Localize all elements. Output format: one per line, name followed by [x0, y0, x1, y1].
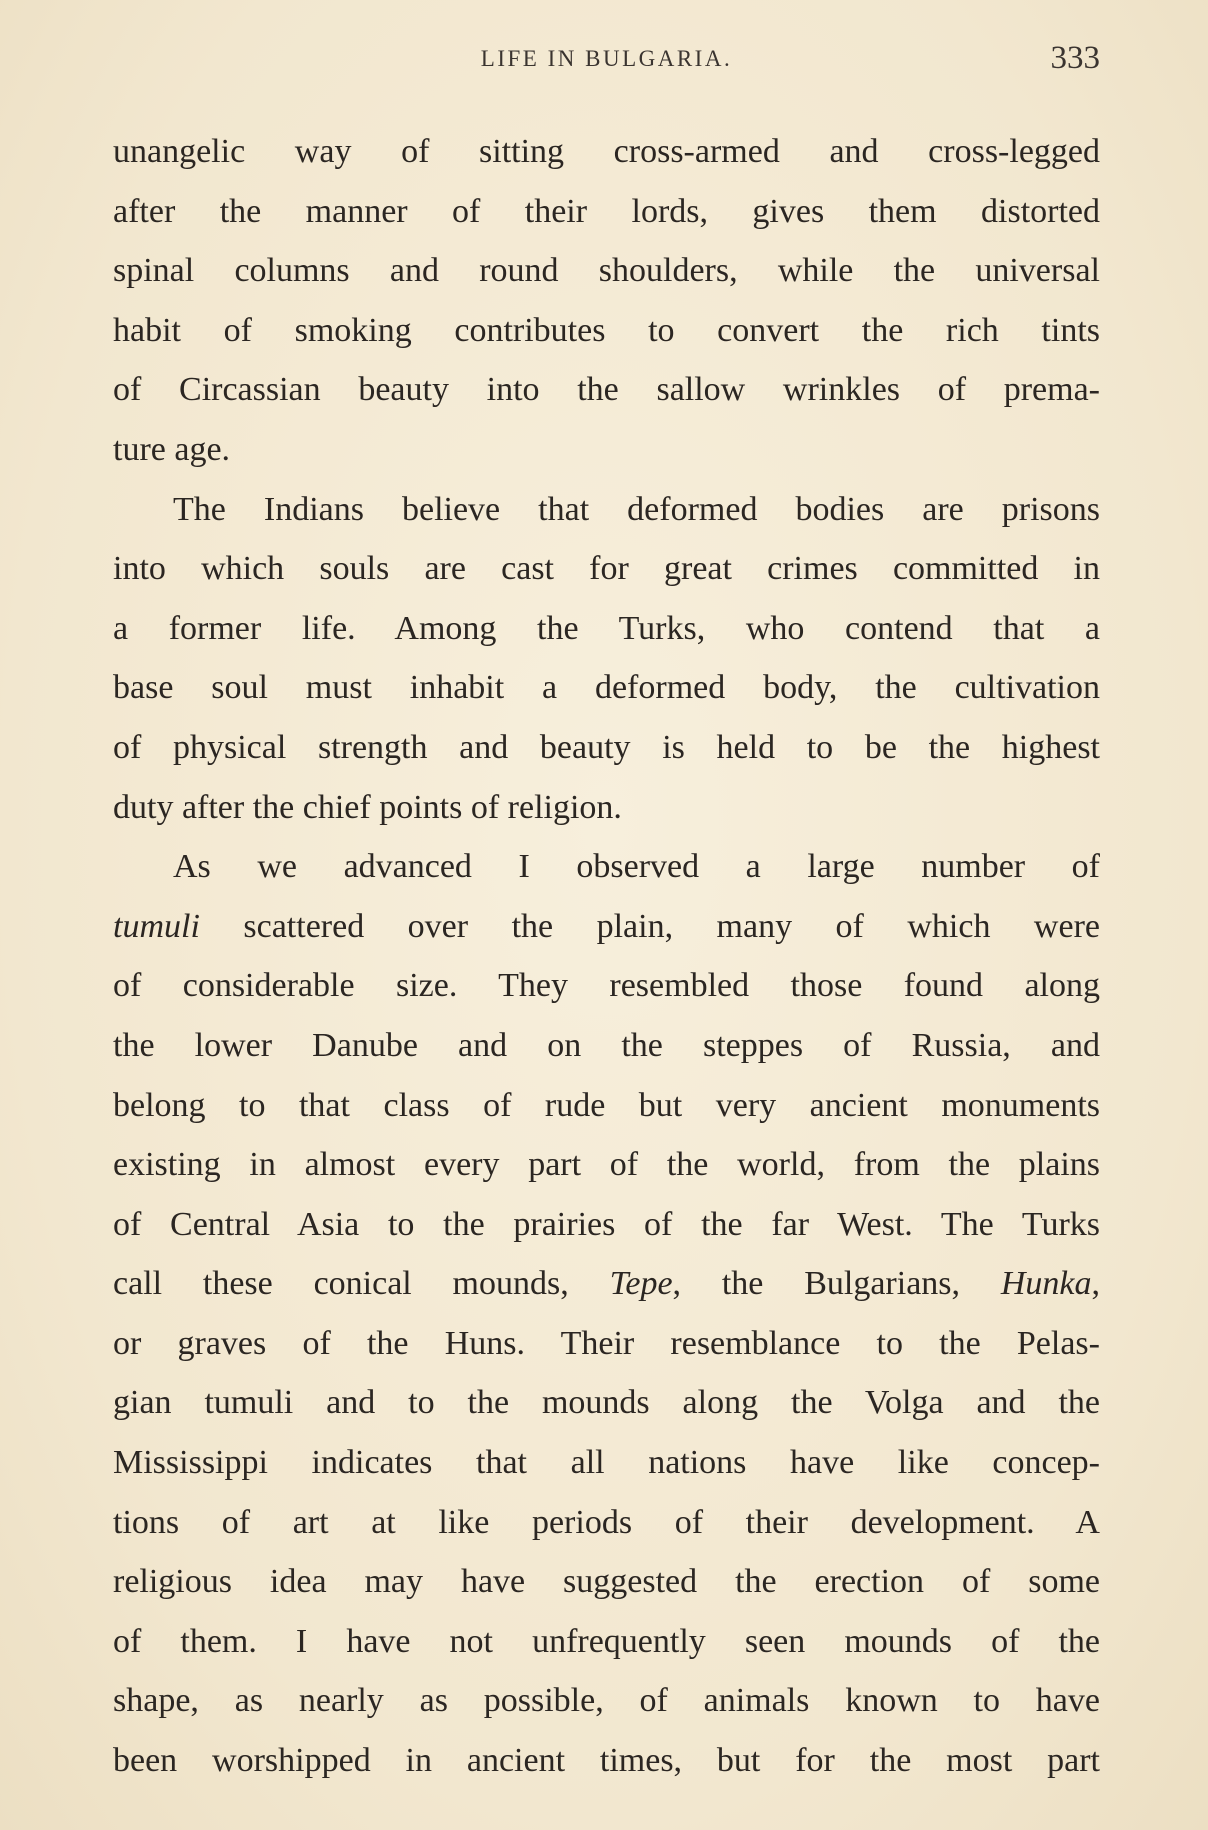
text-line: unangelic way of sitting cross-armed and cross-legged — [113, 133, 1100, 170]
text-line-italic-start — [113, 897, 1100, 957]
text-line: into which souls are cast for great crimes committed in — [113, 550, 1100, 588]
text-line: habit of smoking contributes to convert the rich tints — [113, 311, 1100, 349]
text-line: Mississippi indicates that all nations have like concep- — [113, 1444, 1100, 1482]
text-line: ture age. — [113, 430, 231, 468]
text-line-italic-words — [113, 1254, 1100, 1314]
running-head — [113, 40, 1100, 80]
text-line: of Circassian beauty into the sallow wrinkles of prema- — [113, 371, 1100, 409]
italic-word-hunka: Hunka — [1000, 1265, 1092, 1303]
body-text — [113, 122, 1100, 1791]
italic-word-tepe: Tepe — [609, 1265, 673, 1303]
text-line: As we advanced I observed a large number of — [173, 848, 1100, 886]
text-line: of them. I have not unfrequently seen mounds of the — [113, 1622, 1100, 1660]
text-fragment: , the Bulgarians, — [672, 1265, 1001, 1303]
text-line: base soul must inhabit a deformed body, the cultivation — [113, 669, 1100, 707]
text-line: a former life. Among the Turks, who contend that a — [113, 609, 1100, 647]
running-title: LIFE IN BULGARIA. — [480, 46, 733, 71]
text-line: after the manner of their lords, gives them distorted — [113, 192, 1100, 230]
italic-word-tumuli: tumuli — [113, 907, 200, 945]
text-line: tions of art at like periods of their development. A — [113, 1503, 1100, 1541]
page-number: 333 — [1050, 40, 1100, 76]
text-line: of considerable size. They resembled those found along — [113, 967, 1100, 1005]
text-line: been worshipped in ancient times, but for the most part — [113, 1742, 1100, 1780]
text-line: The Indians believe that deformed bodies are prisons — [173, 490, 1100, 528]
text-line: or graves of the Huns. Their resemblance to the Pelas- — [113, 1324, 1100, 1362]
text-fragment: scattered over the plain, many of which were — [199, 907, 1100, 945]
text-line: of Central Asia to the prairies of the far West. The Turks — [113, 1205, 1100, 1243]
text-fragment: , — [1091, 1265, 1100, 1303]
text-line: religious idea may have suggested the erection of some — [113, 1563, 1100, 1601]
text-fragment: call these conical mounds, — [113, 1265, 610, 1303]
text-line: duty after the chief points of religion. — [113, 788, 622, 826]
text-line: the lower Danube and on the steppes of Russia, and — [113, 1026, 1100, 1064]
text-line: spinal columns and round shoulders, while the universal — [113, 252, 1100, 290]
text-line: shape, as nearly as possible, of animals known to have — [113, 1682, 1100, 1720]
text-line: of physical strength and beauty is held to be the highest — [113, 728, 1100, 766]
text-line: existing in almost every part of the world, from the plains — [113, 1146, 1100, 1184]
text-line: belong to that class of rude but very ancient monuments — [113, 1086, 1100, 1124]
text-line: gian tumuli and to the mounds along the Volga and the — [113, 1384, 1100, 1422]
